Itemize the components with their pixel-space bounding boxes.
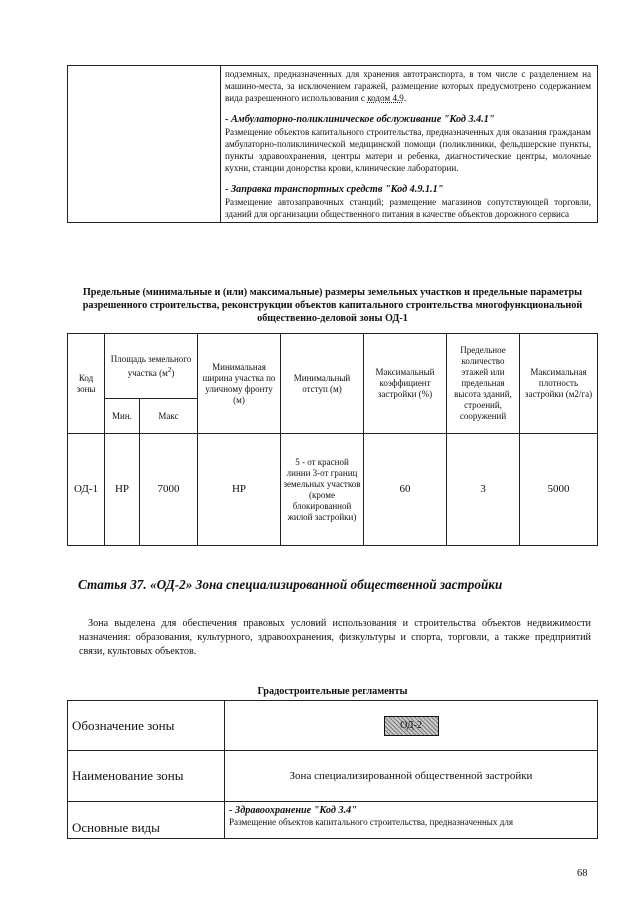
uses-label-cell bbox=[68, 66, 221, 223]
main-uses-label: Основные виды bbox=[68, 802, 225, 839]
header-max-density: Максимальная плотность застройки (м2/га) bbox=[520, 334, 598, 434]
article-title: Статья 37. «ОД-2» Зона специализированной общественной застройки bbox=[78, 577, 503, 592]
ambulatory-text: Размещение объектов капитального строительства, предназначенных для оказания гражданам амбулаторно-поликлинической медицинской помощи (поликлиники, фельдшерские пункты, пункты здравоохранения, центры матери и ребенка, диагностические центры, молочные кухни, станции донорства крови, клинические лаборатории. bbox=[225, 127, 591, 173]
cell-area-min: НР bbox=[105, 434, 140, 546]
name-value: Зона специализированной общественной застройки bbox=[225, 751, 598, 802]
header-max-coef: Максимальный коэффициент застройки (%) bbox=[364, 334, 447, 434]
header-min-width: Минимальная ширина участка по уличному фронту (м) bbox=[198, 334, 281, 434]
fuel-station-text: Размещение автозаправочных станций; размещение магазинов сопутствующей торговли, зданий для организации общественного питания в качестве объектов дорожного сервиса bbox=[225, 197, 591, 219]
page-number: 68 bbox=[577, 868, 588, 879]
healthcare-heading: - Здравоохранение "Код 3.4" bbox=[229, 805, 357, 816]
header-zone-code: Код зоны bbox=[68, 334, 105, 434]
regulations-title: Градостроительные регламенты bbox=[257, 686, 408, 697]
header-max-floors: Предельное количество этажей или предельная высота зданий, строений, сооружений bbox=[447, 334, 520, 434]
main-uses-cell bbox=[225, 802, 598, 839]
params-table bbox=[67, 333, 598, 546]
code-4-9-link[interactable]: кодом 4.9 bbox=[367, 93, 404, 103]
healthcare-text: Размещение объектов капитального строительства, предназначенных для bbox=[229, 817, 514, 827]
cell-area-max: 7000 bbox=[140, 434, 198, 546]
zone-value-cell bbox=[225, 701, 598, 751]
cell-min-setback: 5 - от красной линии 3-от границ земельных участков (кроме блокированной жилой застройки) bbox=[281, 434, 364, 546]
header-min-setback: Минимальный отступ (м) bbox=[281, 334, 364, 434]
cell-min-width: НР bbox=[198, 434, 281, 546]
header-area: Площадь земельного участка $(м^2)$ bbox=[105, 334, 198, 399]
zone-badge: ОД-2 bbox=[384, 716, 439, 736]
zone-label: Обозначение зоны bbox=[68, 701, 225, 751]
cell-zone-code: ОД-1 bbox=[68, 434, 105, 546]
cell-max-density: 5000 bbox=[520, 434, 598, 546]
regulations-table bbox=[67, 700, 598, 839]
fuel-station-heading: - Заправка транспортных средств "Код 4.9.1.1" bbox=[225, 184, 444, 195]
uses-continuation-table bbox=[67, 65, 598, 223]
uses-description-cell bbox=[221, 66, 598, 223]
article-text: Зона выделена для обеспечения правовых условий использования и строительства объектов недвижимости назначения: образования, культурного, здравоохранения, физкультуры и спорта, торговли, а также предприятий связи, культовых объектов. bbox=[79, 618, 591, 657]
continuation-paragraph: подземных, предназначенных для хранения автотранспорта, в том числе с разделением на машино-места, за исключением гаражей, размещение которых предусмотрено содержанием вида разрешенного использования с кодом 4.9. bbox=[225, 69, 591, 103]
params-title: Предельные (минимальные и (или) максимальные) размеры земельных участков и предельные параметры разрешенного строительства, реконструкции объектов капитального строительства многофункциональной общественно-деловой зоны ОД-1 bbox=[82, 287, 583, 324]
ambulatory-heading: - Амбулаторно-поликлиническое обслуживание "Код 3.4.1" bbox=[225, 114, 495, 125]
cell-max-floors: 3 bbox=[447, 434, 520, 546]
name-label: Наименование зоны bbox=[68, 751, 225, 802]
header-area-max: Макс bbox=[140, 399, 198, 434]
cell-max-coef: 60 bbox=[364, 434, 447, 546]
header-area-min: Мин. bbox=[105, 399, 140, 434]
